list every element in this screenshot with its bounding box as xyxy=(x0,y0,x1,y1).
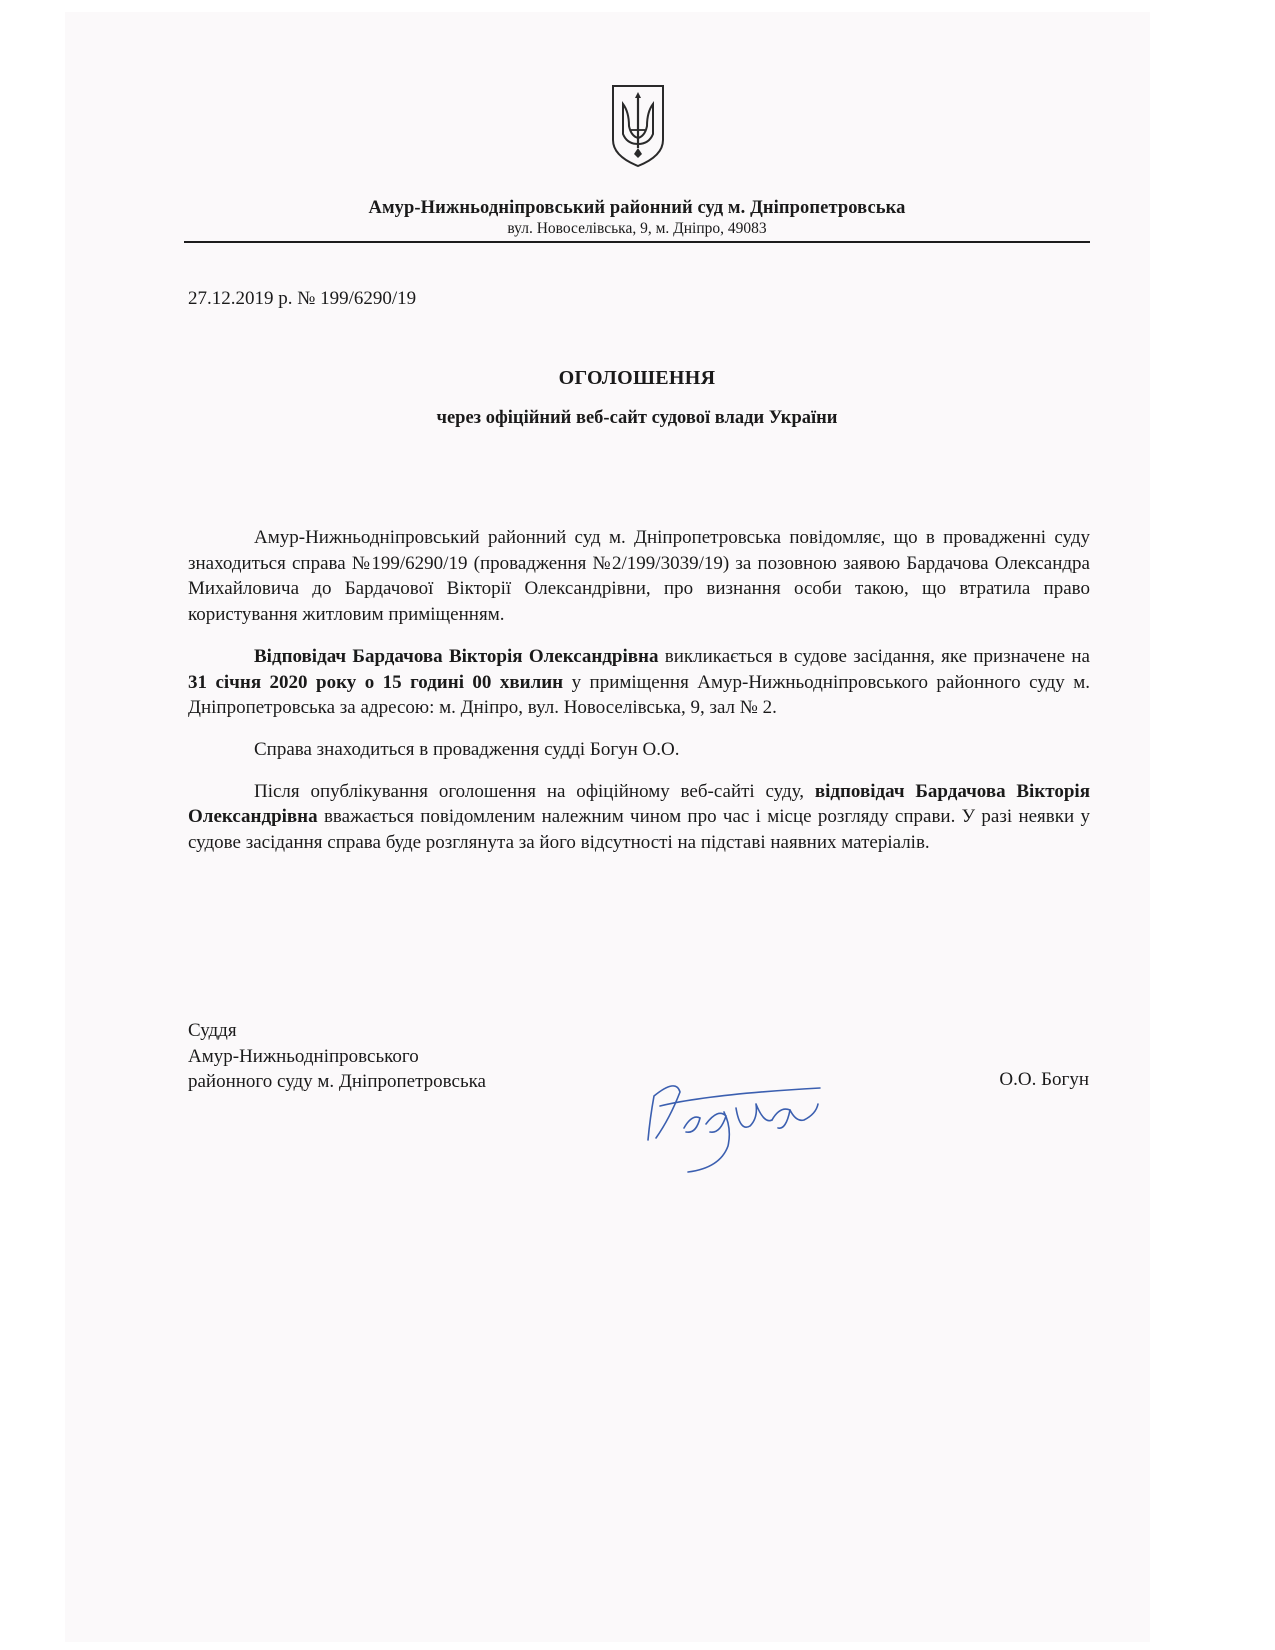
document-subtitle: через офіційний веб-сайт судової влади України xyxy=(436,408,838,428)
announcement-body xyxy=(188,525,1090,872)
signer-court-line2: районного суду м. Дніпропетровська xyxy=(188,1071,486,1092)
signer-name: О.О. Богун xyxy=(999,1069,1089,1090)
court-name: Амур-Нижньодніпровський районний суд м. Дніпропетровська xyxy=(368,198,906,218)
notice-defendant: відповідач Бардачова Вікторія Олександрівна xyxy=(188,780,1090,828)
document-title: ОГОЛОШЕННЯ xyxy=(558,367,716,389)
notice-text-a: Після опублікування оголошення на офіційному веб-сайті суду, xyxy=(254,780,815,802)
paragraph-judge: Справа знаходиться в провадження судді Богун О.О. xyxy=(254,738,680,760)
summons-text-b: у приміщення Амур-Нижньодніпровського районного суду м. Дніпропетровська за адресою: м. Дніпро, вул. Новоселівська, 9, зал № 2. xyxy=(188,671,1090,719)
summons-text-a: викликається в судове засідання, яке призначене на xyxy=(658,645,1090,667)
signer-court-line1: Амур-Нижньодніпровського xyxy=(188,1045,419,1067)
paragraph-summons xyxy=(188,644,1090,721)
hearing-date-time: 31 січня 2020 року о 15 годині 00 хвилин xyxy=(188,671,564,693)
coat-of-arms-icon xyxy=(609,82,667,170)
defendant-name: Відповідач Бардачова Вікторія Олександрівна xyxy=(254,645,659,667)
court-address: вул. Новоселівська, 9, м. Дніпро, 49083 xyxy=(507,220,767,237)
handwritten-signature xyxy=(640,1048,840,1178)
paragraph-case-info: Амур-Нижньодніпровський районний суд м. Дніпропетровська повідомляє, що в провадженні суду знаходиться справа №199/6290/19 (провадження №2/199/3039/19) за позовною заявою Бардачова Олександра Михайловича до Бардачової Вікторії Олександрівни, про визнання особи такою, що втратила право користування житловим приміщенням. xyxy=(188,527,1090,626)
signature-block xyxy=(188,1018,486,1095)
document-date-number: 27.12.2019 р. № 199/6290/19 xyxy=(188,288,417,309)
header-divider xyxy=(184,241,1090,243)
notice-text-b: вважається повідомленим належним чином про час і місце розгляду справи. У разі неявки у судове засідання справа буде розглянута за його відсутності на підставі наявних матеріалів. xyxy=(188,806,1090,854)
signer-title: Суддя xyxy=(188,1020,237,1041)
paragraph-notice xyxy=(188,779,1090,856)
